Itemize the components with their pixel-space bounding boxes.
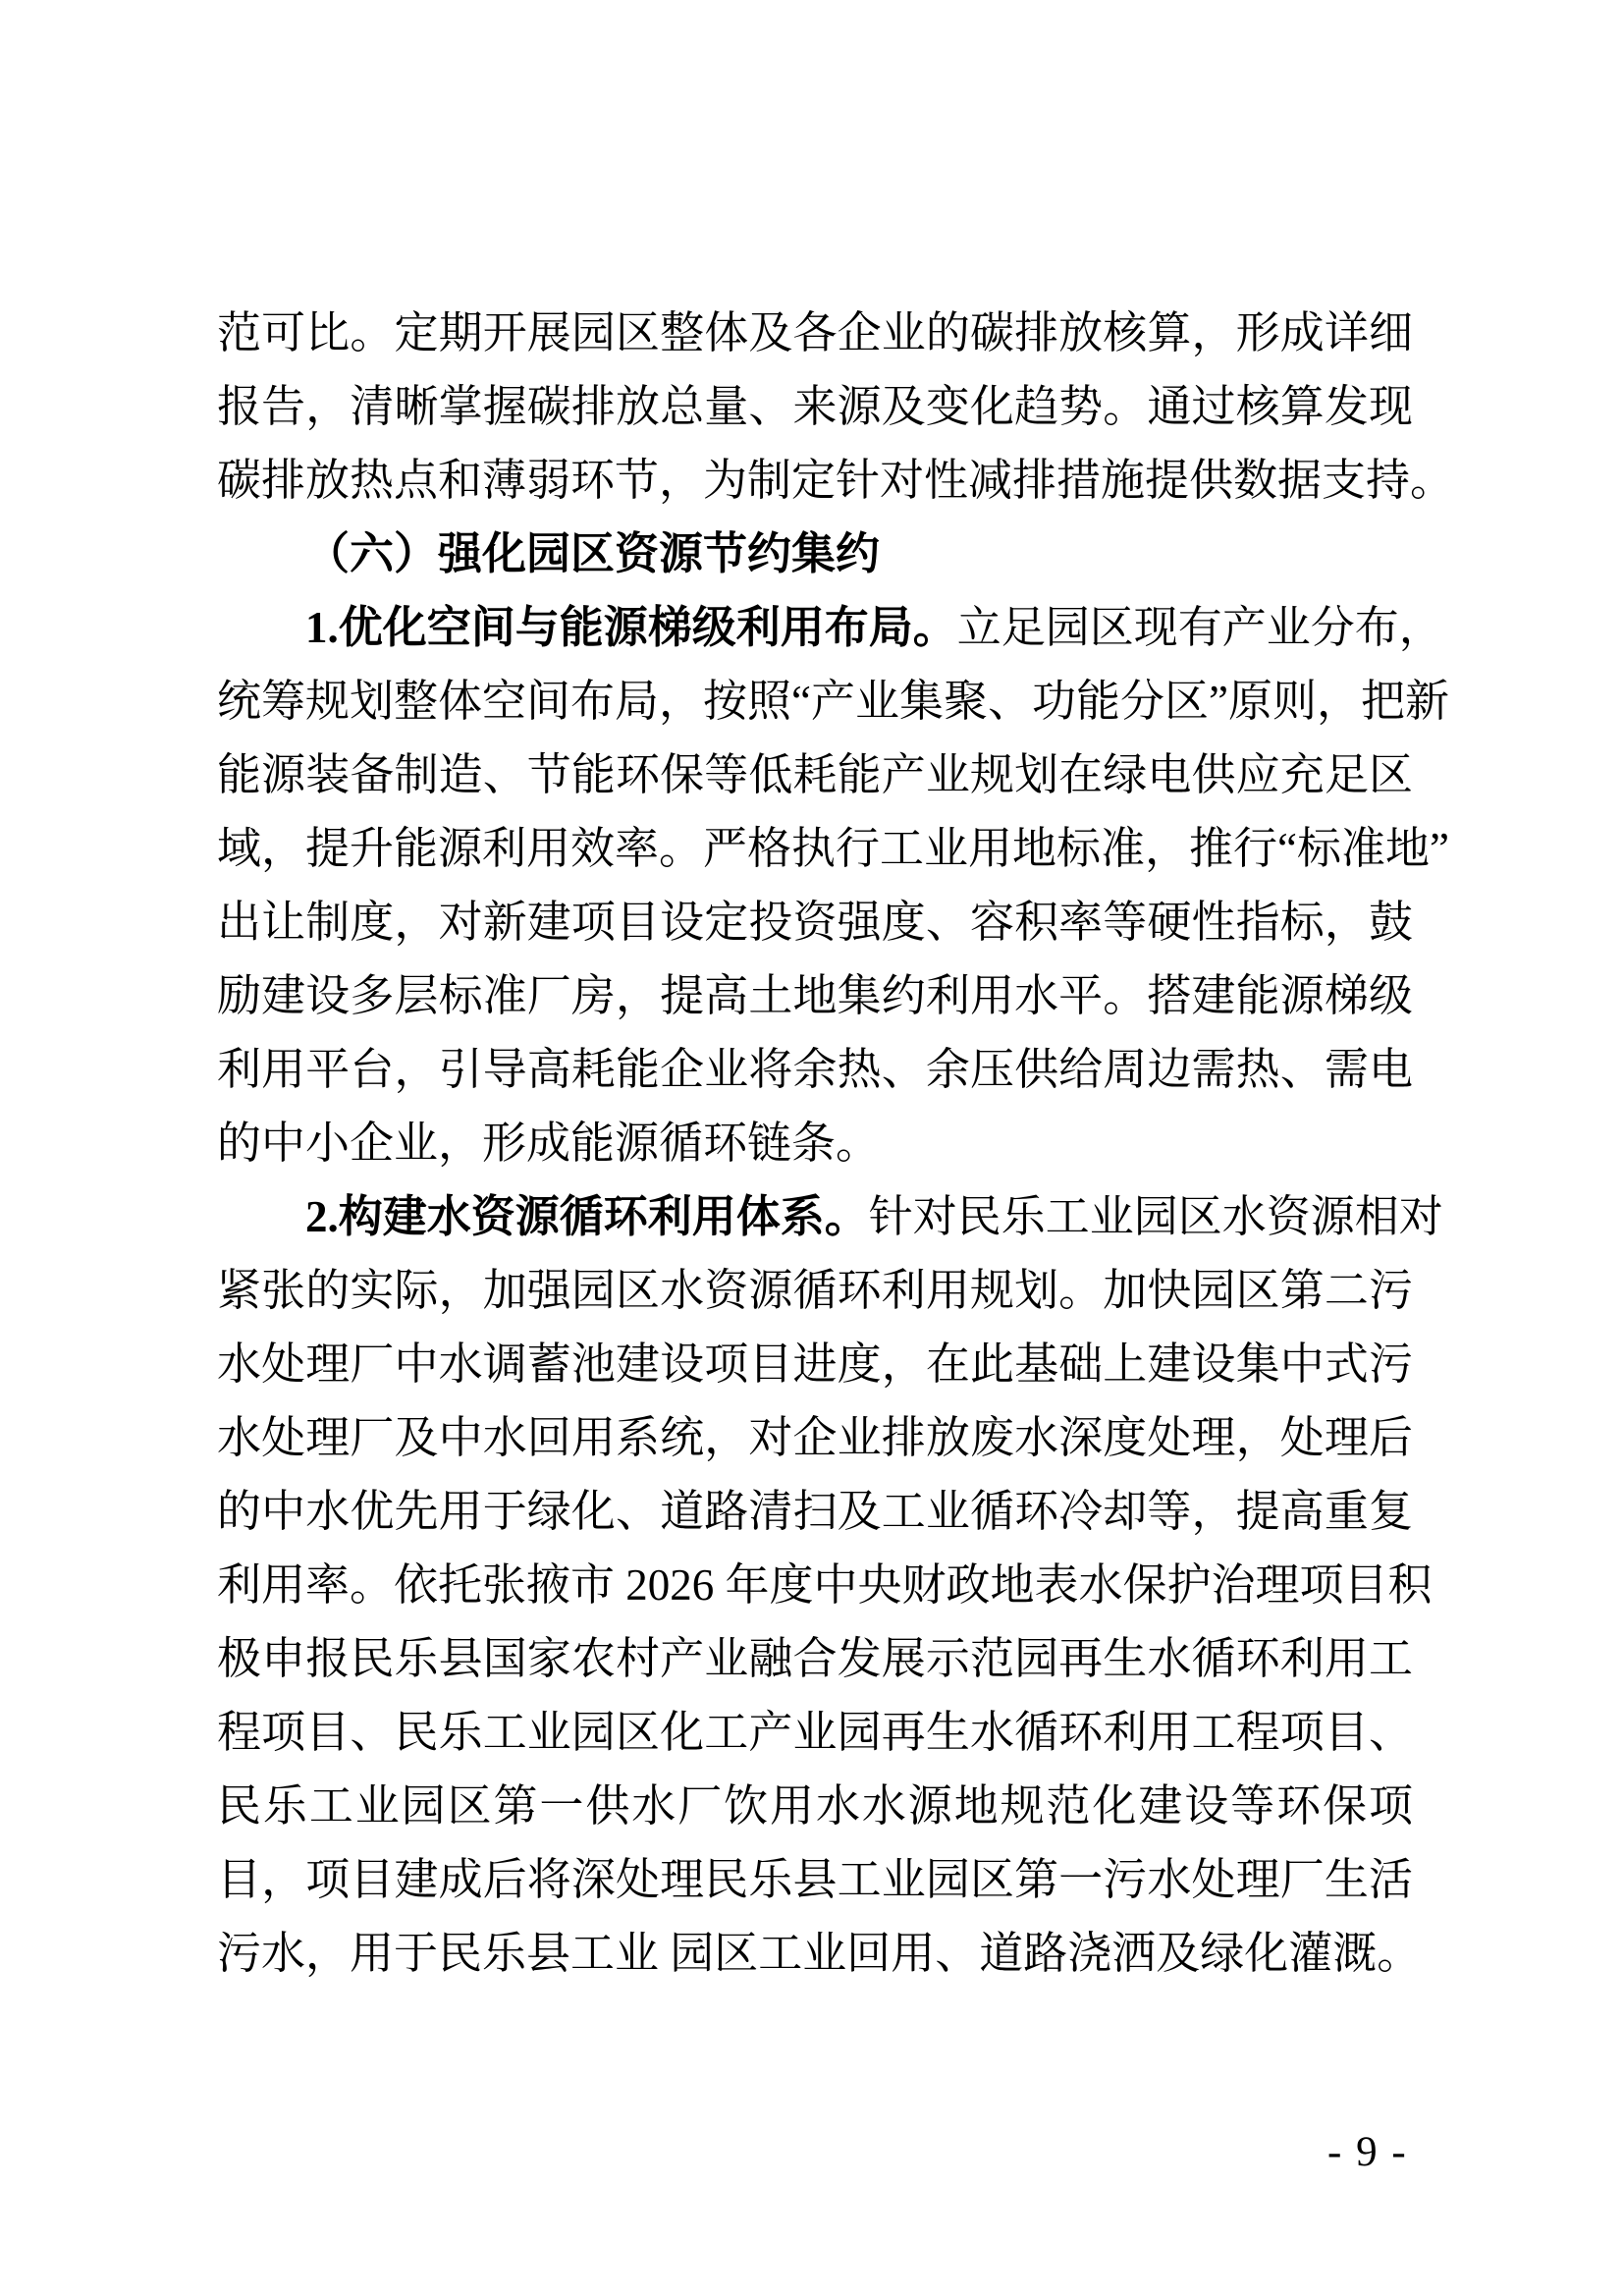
text-line-16 [217,1401,1413,1475]
bold-run: 1.优化空间与能源梯级利用布局。 [305,603,957,652]
text-run: 域，提升能源利用效率。严格执行工业用地标准，推行“标准地” [217,824,1449,873]
text-run: 针对民乐工业园区水资源相对 [868,1192,1443,1241]
text-run: 报告，清晰掌握碳排放总量、来源及变化趋势。通过核算发现 [217,382,1413,431]
text-line-17 [217,1475,1413,1549]
text-run: 碳排放热点和薄弱环节，为制定针对性减排措施提供数据支持。 [217,456,1455,505]
text-run: 目，项目建成后将深处理民乐县工业园区第一污水处理厂生活 [217,1855,1413,1904]
text-line-8 [217,812,1449,886]
text-line-1 [217,297,1413,370]
bold-run: （六）强化园区资源节约集约 [305,529,881,578]
text-run: 的中小企业，形成能源循环链条。 [217,1119,881,1168]
text-line-12 [217,1107,1413,1180]
text-run: 利用率。依托张掖市 2026 年度中央财政地表水保护治理项目积 [217,1560,1433,1610]
text-line-10 [217,959,1413,1033]
text-line-6 [217,665,1449,738]
text-run: 程项目、民乐工业园区化工产业园再生水循环利用工程项目、 [217,1708,1413,1757]
text-line-20 [217,1696,1413,1770]
text-run: 范可比。定期开展园区整体及各企业的碳排放核算，形成详细 [217,308,1413,357]
text-line-3 [217,444,1455,518]
text-line-18 [217,1549,1433,1622]
document-body [217,297,1455,1991]
text-run: 励建设多层标准厂房，提高土地集约利用水平。搭建能源梯级 [217,971,1413,1020]
bold-run: 2.构建水资源循环利用体系。 [305,1192,869,1241]
text-line-14 [217,1254,1413,1328]
text-line-13 [217,1180,1443,1254]
text-run: 污水，用于民乐县工业 园区工业回用、道路浇洒及绿化灌溉。 [217,1929,1422,1978]
text-run: 统筹规划整体空间布局，按照“产业集聚、功能分区”原则，把新 [217,677,1449,726]
text-run: 水处理厂中水调蓄池建设项目进度，在此基础上建设集中式污 [217,1339,1413,1389]
text-line-5 [217,591,1443,665]
text-line-2 [217,370,1413,444]
text-line-22 [217,1843,1413,1917]
text-run: 出让制度，对新建项目设定投资强度、容积率等硬性指标，鼓 [217,898,1413,947]
text-line-23 [217,1917,1422,1991]
text-line-21 [217,1770,1413,1843]
page-number: - 9 - [1327,2129,1408,2175]
text-line-9 [217,886,1413,959]
text-run: 紧张的实际，加强园区水资源循环利用规划。加快园区第二污 [217,1266,1413,1315]
text-line-15 [217,1328,1413,1401]
text-run: 民乐工业园区第一供水厂饮用水水源地规范化建设等环保项 [217,1781,1413,1831]
text-run: 立足园区现有产业分布， [956,603,1443,652]
text-run: 利用平台，引导高耗能企业将余热、余压供给周边需热、需电 [217,1045,1413,1094]
text-run: 能源装备制造、节能环保等低耗能产业规划在绿电供应充足区 [217,750,1413,799]
text-run: 的中水优先用于绿化、道路清扫及工业循环冷却等，提高重复 [217,1487,1413,1536]
text-line-11 [217,1033,1413,1107]
section-heading [217,518,1413,591]
text-run: 水处理厂及中水回用系统，对企业排放废水深度处理，处理后 [217,1413,1413,1462]
text-run: 极申报民乐县国家农村产业融合发展示范园再生水循环利用工 [217,1634,1413,1683]
text-line-19 [217,1622,1413,1696]
text-line-7 [217,738,1413,812]
